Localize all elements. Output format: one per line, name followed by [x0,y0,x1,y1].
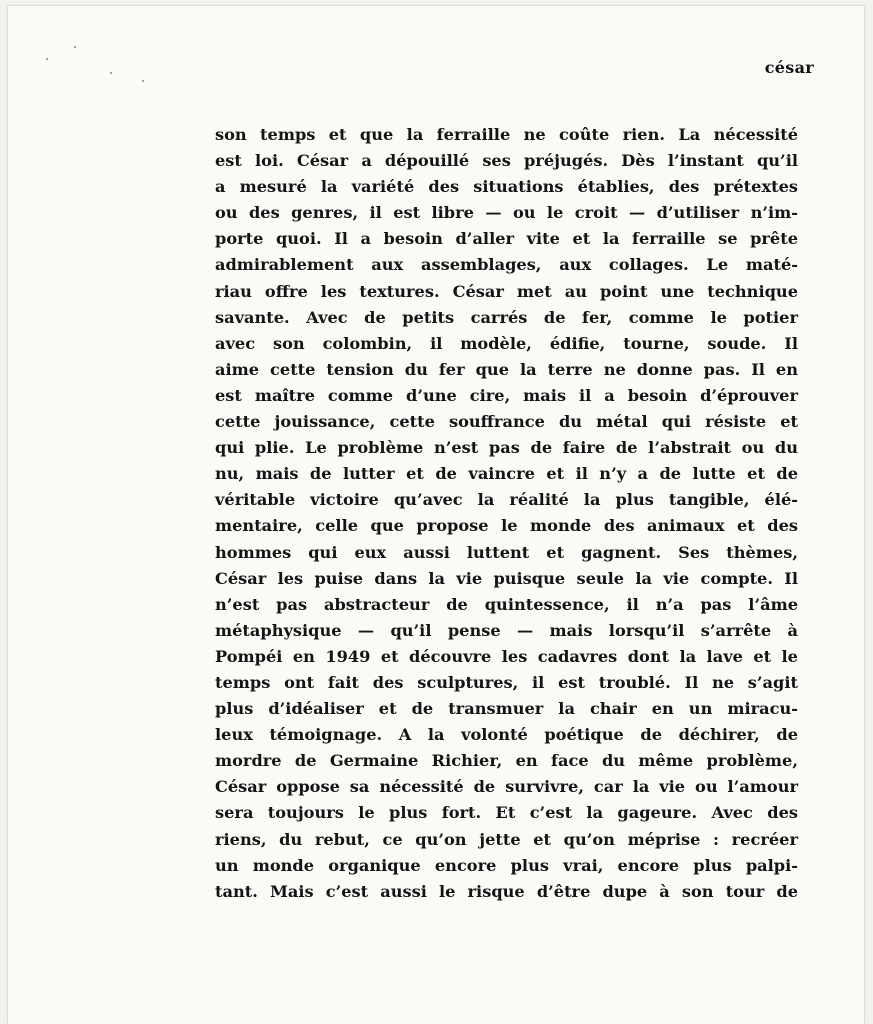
text-line: est maître comme d’une cire, mais il a besoin d’éprouver [215,385,798,405]
text-line: aime cette tension du fer que la terre ne donne pas. Il en [215,359,798,379]
text-line: Pompéi en 1949 et découvre les cadavres dont la lave et le [215,646,798,666]
text-line: César oppose sa nécessité de survivre, car la vie ou l’amour [215,777,798,797]
paper-speck [74,46,76,48]
body-text [215,122,798,905]
running-head: césar [764,58,814,77]
book-page [8,6,864,1024]
text-line: a mesuré la variété des situations établies, des prétextes [215,177,798,197]
text-line: riens, du rebut, ce qu’on jette et qu’on méprise : recréer [215,829,798,849]
text-line: son temps et que la ferraille ne coûte rien. La nécessité [215,125,798,144]
text-line: hommes qui eux aussi luttent et gagnent. Ses thèmes, [215,542,798,562]
paper-speck [142,80,144,82]
text-line: n’est pas abstracteur de quintessence, il n’a pas l’âme [215,594,798,614]
text-line: César les puise dans la vie puisque seule la vie compte. Il [215,568,798,588]
text-line: est loi. César a dépouillé ses préjugés. Dès l’instant qu’il [215,151,798,171]
text-line: cette jouissance, cette souffrance du métal qui résiste et [215,412,798,432]
text-line: savante. Avec de petits carrés de fer, comme le potier [215,307,798,327]
paper-speck [110,72,112,74]
text-line: temps ont fait des sculptures, il est troublé. Il ne s’agit [215,672,798,692]
text-line: un monde organique encore plus vrai, encore plus palpi- [215,855,798,875]
text-line: avec son colombin, il modèle, édifie, tourne, soude. Il [215,333,798,353]
text-line: véritable victoire qu’avec la réalité la plus tangible, élé- [215,490,798,510]
text-line: plus d’idéaliser et de transmuer la chair en un miracu- [215,699,798,719]
paper-speck [46,58,48,60]
text-line: mentaire, celle que propose le monde des animaux et des [215,516,798,536]
text-line: sera toujours le plus fort. Et c’est la gageure. Avec des [215,803,798,823]
text-line: porte quoi. Il a besoin d’aller vite et la ferraille se prête [215,229,798,249]
text-line: métaphysique — qu’il pense — mais lorsqu’il s’arrête à [215,620,798,640]
text-line: mordre de Germaine Richier, en face du même problème, [215,751,798,771]
text-line: tant. Mais c’est aussi le risque d’être dupe à son tour de [215,881,798,901]
text-line: leux témoignage. A la volonté poétique de déchirer, de [215,725,798,745]
text-line: qui plie. Le problème n’est pas de faire de l’abstrait ou du [215,438,798,458]
text-line: nu, mais de lutter et de vaincre et il n’y a de lutte et de [215,464,798,484]
text-line: riau offre les textures. César met au point une technique [215,281,798,301]
text-line: admirablement aux assemblages, aux collages. Le maté- [215,255,798,275]
text-line: ou des genres, il est libre — ou le croit — d’utiliser n’im- [215,203,798,223]
